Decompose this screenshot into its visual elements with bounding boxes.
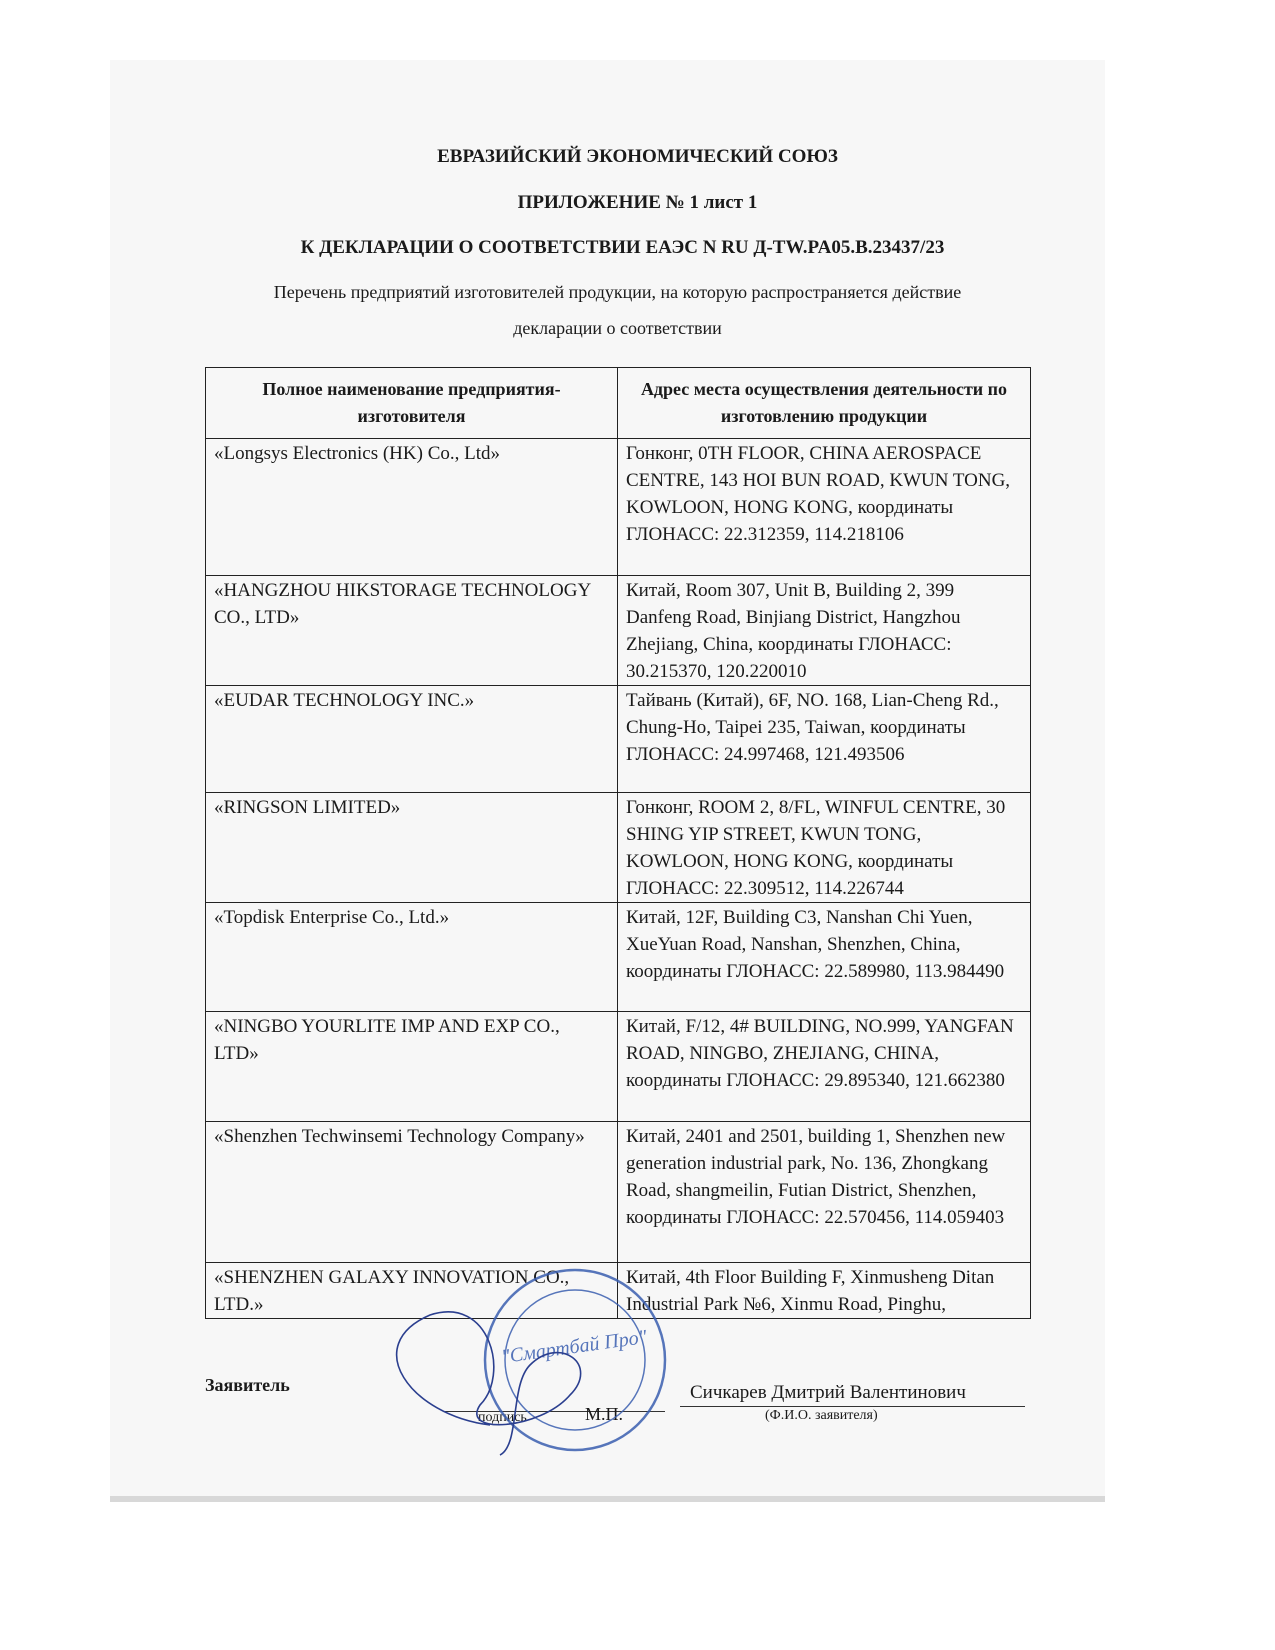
manufacturer-address: Китай, F/12, 4# BUILDING, NO.999, YANGFAN ROAD, NINGBO, ZHEJIANG, CHINA, координаты ГЛОНАСС: 29.895340, 121.662380 <box>618 1012 1031 1122</box>
column-header-address: Адрес места осуществления деятельности по изготовлению продукции <box>618 368 1031 439</box>
table-row <box>206 576 1031 686</box>
manufacturer-address: Китай, Room 307, Unit B, Building 2, 399 Danfeng Road, Binjiang District, Hangzhou Zhejiang, China, координаты ГЛОНАСС: 30.215370, 120.220010 <box>618 576 1031 686</box>
name-line <box>680 1406 1025 1407</box>
name-caption: (Ф.И.О. заявителя) <box>765 1408 878 1423</box>
svg-text:"Смартбай Про": "Смартбай Про" <box>500 1325 649 1369</box>
manufacturer-name: «Longsys Electronics (HK) Co., Ltd» <box>206 439 618 576</box>
table-row <box>206 1012 1031 1122</box>
manufacturer-name: «EUDAR TECHNOLOGY INC.» <box>206 686 618 793</box>
manufacturer-name: «Topdisk Enterprise Co., Ltd.» <box>206 903 618 1012</box>
applicant-name: Сичкарев Дмитрий Валентинович <box>690 1382 966 1403</box>
column-header-name: Полное наименование предприятия-изготовителя <box>206 368 618 439</box>
manufacturer-address: Гонконг, ROOM 2, 8/FL, WINFUL CENTRE, 30 SHING YIP STREET, KWUN TONG, KOWLOON, HONG KONG, координаты ГЛОНАСС: 22.309512, 114.226744 <box>618 793 1031 903</box>
table-row <box>206 1122 1031 1263</box>
declaration-title: К ДЕКЛАРАЦИИ О СООТВЕТСТВИИ ЕАЭС N RU Д-TW.PA05.B.23437/23 <box>300 237 945 258</box>
paper-edge <box>110 1496 1105 1502</box>
manufacturer-name: «HANGZHOU HIKSTORAGE TECHNOLOGY CO., LTD» <box>206 576 618 686</box>
manufacturer-name: «NINGBO YOURLITE IMP AND EXP CO., LTD» <box>206 1012 618 1122</box>
stamp-and-signature <box>370 1255 680 1465</box>
manufacturer-address: Китай, 2401 and 2501, building 1, Shenzhen new generation industrial park, No. 136, Zhongkang Road, shangmeilin, Futian District, Shenzhen, координаты ГЛОНАСС: 22.570456, 114.059403 <box>618 1122 1031 1263</box>
signature-caption: подпись <box>478 1410 527 1425</box>
manufacturer-address: Китай, 12F, Building C3, Nanshan Chi Yuen, XueYuan Road, Nanshan, Shenzhen, China, координаты ГЛОНАСС: 22.589980, 113.984490 <box>618 903 1031 1012</box>
manufacturer-name: «SHENZHEN GALAXY INNOVATION CO., LTD.» <box>206 1263 618 1319</box>
manufacturer-address: Гонконг, 0TH FLOOR, CHINA AEROSPACE CENTRE, 143 HOI BUN ROAD, KWUN TONG, KOWLOON, HONG KONG, координаты ГЛОНАСС: 22.312359, 114.218106 <box>618 439 1031 576</box>
manufacturers-table <box>205 367 1031 1319</box>
manufacturer-address: Китай, 4th Floor Building F, Xinmusheng Ditan Industrial Park №6, Xinmu Road, Pinghu, <box>618 1263 1031 1319</box>
table-row <box>206 686 1031 793</box>
seal-caption: М.П. <box>585 1404 624 1424</box>
manufacturer-address: Тайвань (Китай), 6F, NO. 168, Lian-Cheng Rd., Chung-Ho, Taipei 235, Taiwan, координаты ГЛОНАСС: 24.997468, 121.493506 <box>618 686 1031 793</box>
table-header-row <box>206 368 1031 439</box>
manufacturer-name: «RINGSON LIMITED» <box>206 793 618 903</box>
applicant-label: Заявитель <box>205 1375 290 1395</box>
table-row <box>206 793 1031 903</box>
description-line-2: декларации о соответствии <box>513 318 722 338</box>
appendix-title: ПРИЛОЖЕНИЕ № 1 лист 1 <box>517 192 758 213</box>
table-row <box>206 439 1031 576</box>
description-line-1: Перечень предприятий изготовителей продукции, на которую распространяется действие <box>273 282 962 302</box>
manufacturer-name: «Shenzhen Techwinsemi Technology Company» <box>206 1122 618 1263</box>
union-title: ЕВРАЗИЙСКИЙ ЭКОНОМИЧЕСКИЙ СОЮЗ <box>437 146 838 167</box>
table-row <box>206 903 1031 1012</box>
